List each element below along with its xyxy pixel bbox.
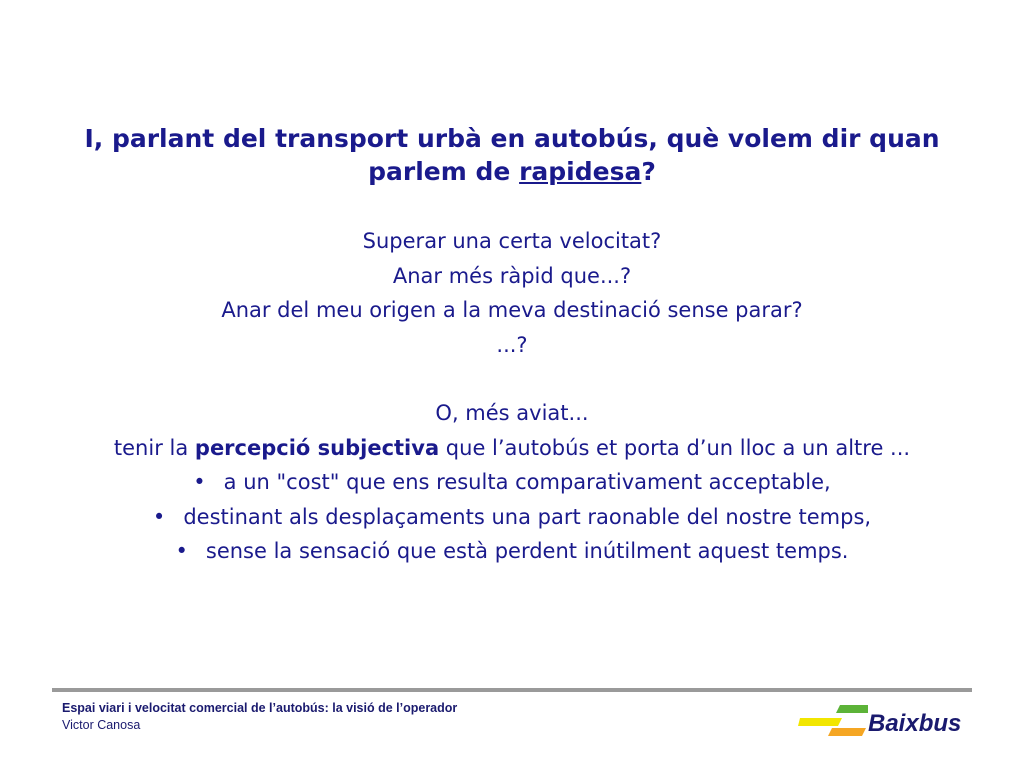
bullet-text: sense la sensació que està perdent inútilment aquest temps. [205,539,849,563]
bullet-item [40,500,984,535]
logo-text: Baixbus [868,710,962,737]
title-text: I, parlant del transport urbà en autobús, què volem dir quan parlem de [84,124,940,186]
perception-after: que l’autobús et porta d’un lloc a un altre ... [439,435,911,460]
question-line-3: Anar del meu origen a la meva destinació sense parar? [221,298,803,322]
baixbus-logo [798,700,968,744]
bullet-icon: • [152,504,166,529]
question-line-2: Anar més ràpid que...? [392,263,632,288]
slide-body [40,224,984,569]
bullet-icon: • [193,470,206,494]
logo-yellow-stripe [798,718,842,726]
bullet-icon: • [175,539,188,563]
bullet-item [40,534,984,569]
slide-title [60,122,964,188]
logo-green-stripe [836,705,868,713]
footer-divider [52,688,972,692]
perception-before: tenir la [113,435,195,460]
title-question-mark: ? [641,157,656,186]
footer-title: Espai viari i velocitat comercial de l’autobús: la visió de l’operador [62,701,458,715]
bullet-item [40,465,984,500]
logo-stripes-icon [798,700,868,744]
spacer [40,362,984,396]
bullet-text: destinant als desplaçaments una part raonable del nostre temps, [183,504,872,529]
question-line-4: ...? [496,332,528,357]
logo-orange-stripe [828,728,866,736]
footer-author: Victor Canosa [62,718,141,732]
bullet-text: a un "cost" que ens resulta comparativament acceptable, [223,470,831,494]
question-line-1: Superar una certa velocitat? [362,229,662,253]
title-underlined-word: rapidesa [519,157,642,186]
lead-line: O, més aviat... [435,401,589,425]
perception-bold: percepció subjectiva [194,435,440,460]
perception-line [40,431,984,466]
